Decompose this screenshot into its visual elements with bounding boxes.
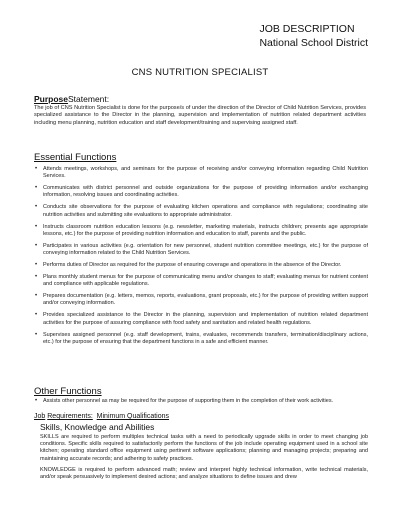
requirements-label: Requirements: [47,413,93,420]
other-functions-list [34,398,368,405]
purpose-statement-label: Statement: [68,94,110,104]
essential-function-item: • Attends meetings, workshops, and seminars for the purpose of receiving and/or conveying information regarding Child Nutrition Services. [43,166,368,180]
essential-functions-section [34,152,368,351]
essential-function-item: • Participates in various activities (e.g. orientation for new personnel, student nutrition committee meetings, etc.) for the purpose of conveying information related to the Child Nutrition Services. [43,243,368,257]
other-functions-section [34,386,368,405]
skills-paragraph: SKILLS are required to perform multiples technical tasks with a need to periodically upgrade skills in order to meet changing job conditions. Specific skills required to satisfactorily perform the functions of the job include operating equipment used in a school site kitchen; operating standard office equipment using pertinent software applications; planning and managing projects; preparing and maintaining accurate records; and adhering to safety practices. [40,434,368,462]
purpose-heading [34,94,366,105]
header-district: National School District [259,37,368,49]
other-function-item: • Assists other personnel as may be required for the purpose of supporting them in the completion of their work activities. [43,398,368,405]
purpose-section [34,94,366,127]
requirements-job-label: Job [34,413,46,420]
essential-function-item: • Plans monthly student menus for the purpose of communicating menu and/or changes to staff; evaluating menus for nutrient content and compliance with applicable regulations. [43,274,368,288]
essential-function-item: • Supervises assigned personnel (e.g. staff development, trains, evaluates, recommends transfers, termination/disciplinary actions, etc.) for the purpose of ensuring that the department functions in a safe and efficient manner. [43,332,368,346]
essential-function-item: • Prepares documentation (e.g. letters, memos, reports, evaluations, grant proposals, etc.) for the purpose of providing written support and/or conveying information. [43,293,368,307]
purpose-label: Purpose [34,94,69,104]
essential-function-item: • Conducts site observations for the purpose of evaluating kitchen operations and compliance with regulations; coordinating site nutrition activities and submitting site evaluations to appropriate administrator. [43,204,368,218]
header-job-description: JOB DESCRIPTION [259,23,355,35]
essential-function-item: • Instructs classroom nutrition education lessons (e.g. newsletter, marketing materials, instructs children; presents age appropriate lessons, etc.) for the purpose of providing nutrition information and education to staff, parents and the public. [43,224,368,238]
essential-function-item: • Communicates with district personnel and outside organizations for the purpose of providing information and/or exchanging information, resolving issues and coordinating activities. [43,185,368,199]
knowledge-paragraph: KNOWLEDGE is required to perform advanced math; review and interpret highly technical information, write technical materials, and/or speak persuasively to implement desired actions; and analyze situations to define issues and drew [40,466,368,481]
requirements-section [34,412,368,485]
essential-function-item: • Provides specialized assistance to the Director in the planning, supervision and implementation of nutrition related department activities for the purpose of assuring compliance with food safety and sanitation and related health regulations. [43,312,368,326]
job-title: CNS NUTRITION SPECIALIST [131,67,269,78]
other-functions-heading: Other Functions [34,386,102,397]
skills-heading: Skills, Knowledge and Abilities [40,422,155,432]
essential-functions-list [34,166,368,346]
essential-function-item: • Performs duties of Director as required for the purpose of ensuring coverage and operations in the absence of the Director. [43,262,368,269]
requirements-heading [34,412,368,421]
document-header [259,22,368,50]
essential-functions-heading: Essential Functions [34,152,117,163]
purpose-text: The job of CNS Nutrition Specialist is done for the purpose/s of under the direction of the Director of Child Nutrition Services, provides specialized assistance to the Director in the planning, supervision and implementation of nutrition related department activities including menu planning, nutrition education and staff development/training and supervising assigned staff. [34,105,366,126]
skills-body [34,434,368,481]
minimum-qualifications-label: Minimum Qualifications [96,413,170,420]
